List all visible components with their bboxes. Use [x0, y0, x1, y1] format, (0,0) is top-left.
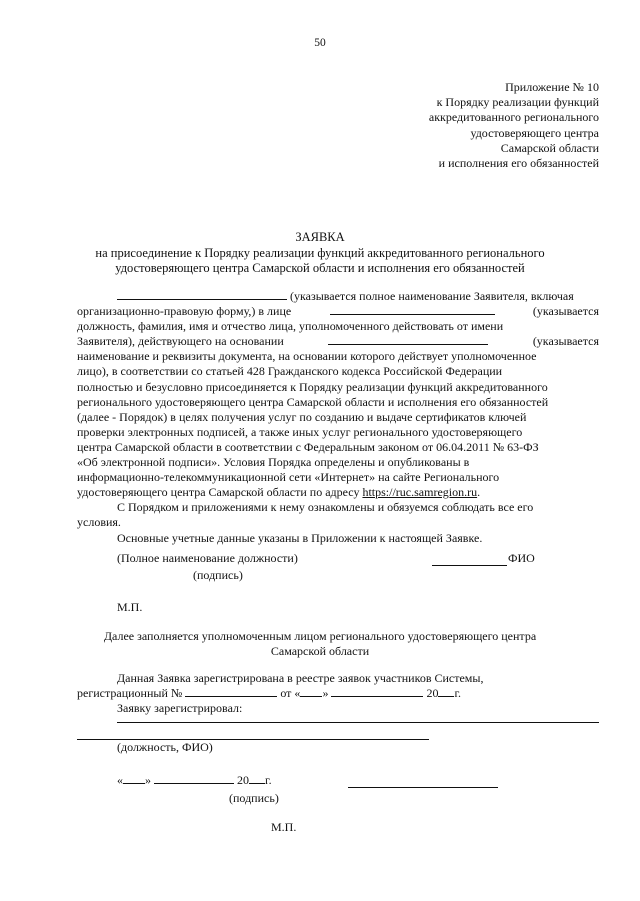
signature-caption: (подпись) — [193, 568, 243, 582]
body-line: Заявителя), действующего на основании (указывается — [77, 334, 599, 349]
body-line: наименование и реквизиты документа, на основании которого действует уполномоченное — [77, 349, 537, 364]
registration-text — [77, 671, 599, 717]
body-line: центра Самарской области в соответствии с Федеральным законом от 06.04.2011 № 63-ФЗ — [77, 439, 539, 454]
applicant-name-blank — [117, 289, 287, 300]
application-body — [77, 289, 599, 546]
title-heading: ЗАЯВКА — [295, 230, 345, 244]
body-line: проверки электронных подписей, а также иных услуг регионального удостоверяющего — [77, 424, 523, 439]
body-line: Основные учетные данные указаны в Приложении к настоящей Заявке. — [117, 530, 483, 545]
registrar-date: « » 20 г. — [117, 773, 272, 787]
body-line: (указывается полное наименование Заявителя, включая — [77, 289, 599, 304]
registration-line: Данная Заявка зарегистрирована в реестре заявок участников Системы, — [117, 671, 484, 685]
body-line: С Порядком и приложениями к нему ознакомлены и обязуемся соблюдать все его — [117, 500, 534, 515]
registration-day-blank — [300, 686, 322, 697]
date-month-blank — [154, 773, 234, 784]
page-number: 50 — [314, 37, 326, 49]
title-line: на присоединение к Порядку реализации функций аккредитованного регионального — [95, 245, 545, 260]
annex-header — [429, 80, 599, 171]
body-line: организационно-правовую форму,) в лице (указывается — [77, 304, 599, 319]
registrar-signature-caption: (подпись) — [229, 791, 279, 805]
registrar-seal-placeholder: М.П. — [271, 820, 297, 834]
body-line: должность, фамилия, имя и отчество лица, уполномоченного действовать от имени — [77, 319, 504, 334]
date-year-blank — [249, 773, 265, 784]
body-line: условия. — [77, 515, 121, 530]
registry-note-line: Самарской области — [270, 644, 370, 658]
registry-note — [0, 629, 640, 659]
registration-number-blank — [185, 686, 277, 697]
document-title — [0, 230, 640, 277]
seal-placeholder: М.П. — [117, 600, 143, 614]
registry-note-line: Далее заполняется уполномоченным лицом регионального удостоверяющего центра — [103, 629, 537, 643]
annex-line: аккредитованного регионального — [428, 110, 599, 125]
position-fio-caption: (должность, ФИО) — [117, 740, 213, 754]
registrar-signature-line — [348, 787, 498, 788]
date-day-blank — [123, 773, 145, 784]
website-link[interactable]: https://ruc.samregion.ru — [362, 485, 478, 500]
fio-signature-line — [432, 565, 507, 566]
body-line: удостоверяющего центра Самарской области по адресу https://ruc.samregion.ru. — [77, 485, 481, 500]
annex-line: удостоверяющего центра — [470, 125, 599, 140]
body-line: (далее - Порядок) в целях получения услуг по созданию и выдаче сертификатов ключей — [77, 409, 527, 424]
registrar-line — [117, 722, 599, 723]
title-line: удостоверяющего центра Самарской области и исполнения его обязанностей — [115, 261, 525, 275]
annex-line: и исполнения его обязанностей — [438, 156, 599, 171]
registration-year-blank — [438, 686, 454, 697]
registered-by-label: Заявку зарегистрировал: — [117, 701, 243, 716]
annex-line: к Порядку реализации функций — [436, 95, 599, 110]
annex-line: Самарской области — [500, 140, 599, 155]
representative-blank — [330, 304, 495, 315]
body-line: полностью и безусловно присоединяется к Порядку реализации функций аккредитованного — [77, 379, 548, 394]
body-line: «Об электронной подписи». Условия Порядка определены и опубликованы в — [77, 455, 470, 470]
annex-line: Приложение № 10 — [505, 80, 599, 94]
registration-month-blank — [331, 686, 423, 697]
body-line: регионального удостоверяющего центра Самарской области и исполнения его обязанностей — [77, 394, 549, 409]
body-line: лицо), в соответствии со статьей 428 Гражданского кодекса Российской Федерации — [77, 364, 503, 379]
basis-document-blank — [328, 334, 488, 345]
fio-caption: ФИО — [508, 551, 535, 565]
registration-line: регистрационный № от « » 20 г. — [77, 686, 462, 701]
body-line: информационно-телекоммуникационной сети «Интернет» на сайте Регионального — [77, 470, 500, 485]
position-caption: (Полное наименование должности) — [117, 551, 298, 565]
